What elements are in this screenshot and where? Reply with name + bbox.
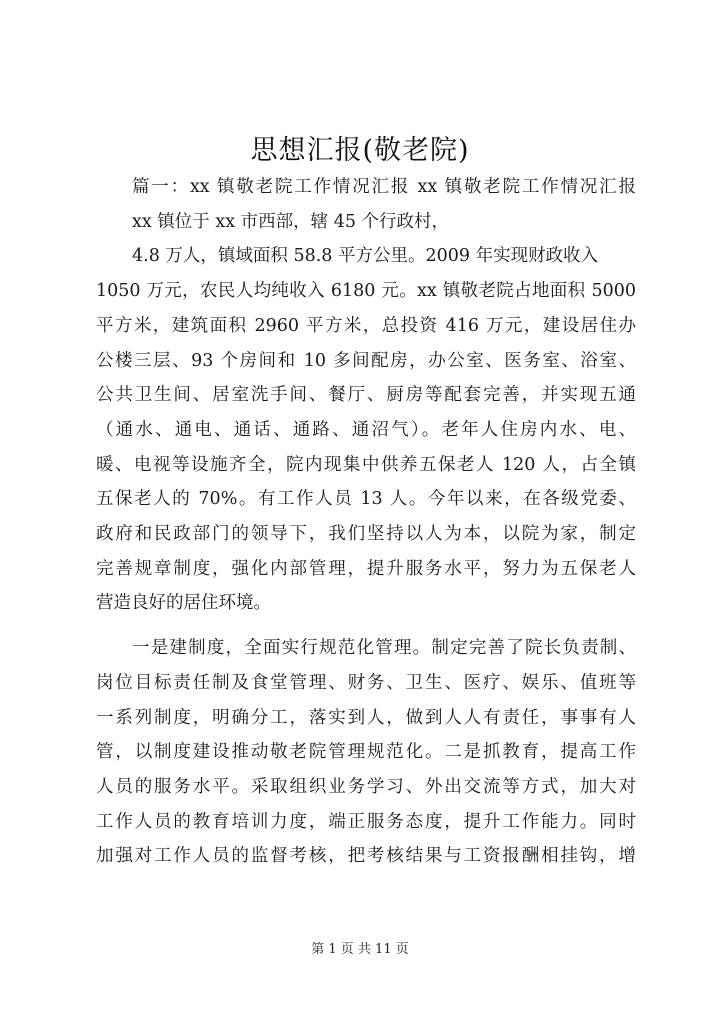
text-line: 政府和民政部门的领导下，我们坚持以人为本，以院为家，制定 [96, 524, 636, 545]
text-line: 一是建制度，全面实行规范化管理。制定完善了院长负责制、 [132, 638, 636, 659]
text-line: 完善规章制度，强化内部管理，提升服务水平，努力为五保老人 [96, 558, 636, 579]
text-line: 公楼三层、93 个房间和 10 多间配房，办公室、医务室、浴室、 [96, 350, 636, 371]
text-line: （通水、通电、通话、通路、通沼气）。老年人住房内水、电、 [96, 419, 636, 440]
text-line: 篇一：xx 镇敬老院工作情况汇报 xx 镇敬老院工作情况汇报 [132, 177, 636, 197]
text-line: 管，以制度建设推动敬老院管理规范化。二是抓教育，提高工作 [96, 742, 636, 763]
text-line: 岗位目标责任制及食堂管理、财务、卫生、医疗、娱乐、值班等 [96, 672, 636, 693]
text-line: 公共卫生间、居室洗手间、餐厅、厨房等配套完善，并实现五通 [96, 385, 636, 406]
text-line: 平方米，建筑面积 2960 平方米，总投资 416 万元，建设居住办 [96, 315, 636, 336]
text-line: 暖、电视等设施齐全，院内现集中供养五保老人 120 人，占全镇 [96, 454, 636, 475]
document-title: 思想汇报(敬老院) [250, 135, 470, 166]
page-footer: 第 1 页 共 11 页 [311, 942, 409, 957]
text-line: 五保老人的 70%。有工作人员 13 人。今年以来，在各级党委、 [96, 489, 636, 510]
text-line: 1050 万元，农民人均纯收入 6180 元。xx 镇敬老院占地面积 5000 [96, 281, 636, 302]
text-line: 一系列制度，明确分工，落实到人，做到人人有责任，事事有人 [96, 707, 636, 728]
text-line: 加强对工作人员的监督考核，把考核结果与工资报酬相挂钩，增 [96, 846, 636, 867]
text-line: xx 镇位于 xx 市西部，辖 45 个行政村， [132, 211, 450, 232]
document-body [96, 170, 636, 874]
text-line: 营造良好的居住环境。 [96, 593, 271, 614]
text-line: 工作人员的教育培训力度，端正服务态度，提升工作能力。同时 [96, 811, 636, 832]
text-line: 人员的服务水平。采取组织业务学习、外出交流等方式，加大对 [96, 776, 636, 797]
text-line: 4.8 万人，镇域面积 58.8 平方公里。2009 年实现财政收入 [132, 246, 599, 267]
paragraph-gap [96, 621, 636, 631]
